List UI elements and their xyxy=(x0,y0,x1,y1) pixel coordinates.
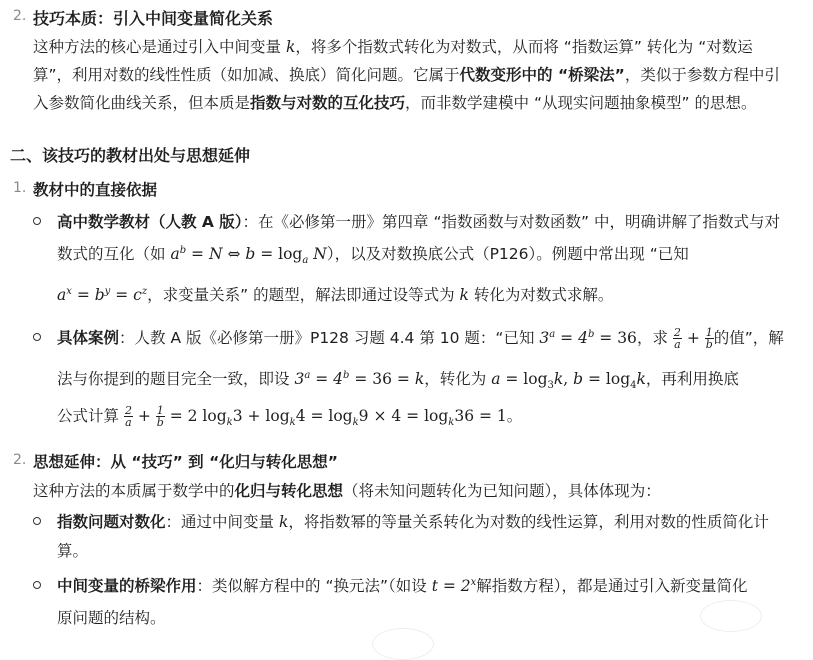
paragraph-line: 这种方法的本质属于数学中的化归与转化思想（将未知问题转化为已知问题），具体体现为： xyxy=(33,482,661,500)
list-number: 1. xyxy=(13,180,27,196)
item-title: 思想延伸：从 “技巧” 到 “化归与转化思想” xyxy=(33,453,338,471)
bullet-icon xyxy=(33,333,41,341)
bullet-icon xyxy=(33,581,41,589)
paragraph-line: 这种方法的核心是通过引入中间变量 k，将多个指数式转化为对数式，从而将 “指数运算” 转化为 “对数运 xyxy=(33,38,753,56)
bullet-line: 数式的互化（如 $a^b = N$ ⇔ $b = \log_a N$），以及对数换底公式（P126）。例题中常出现 “已知 xyxy=(57,244,689,267)
bullet-line: 中间变量的桥梁作用：类似解方程中的 “换元法”（如设 $t = 2^x$解指数方程），都是通过引入新变量简化 xyxy=(57,576,748,595)
bullet-icon xyxy=(33,217,41,225)
math-formula: 3$^a$ xyxy=(294,369,311,388)
item-title: 教材中的直接依据 xyxy=(33,181,158,199)
bullet-line: $a^x = b^y = c^z$，求变量关系” 的题型，解法即通过设等式为 k 转化为对数式求解。 xyxy=(57,285,614,304)
paragraph-line: 入参数简化曲线关系，但本质是指数与对数的互化技巧，而非数学建模中 “从现实问题抽象模型” 的思想。 xyxy=(33,94,757,112)
list-number: 2. xyxy=(13,452,27,468)
math-formula: $a^x$ xyxy=(57,285,72,304)
math-formula: $a^b$ xyxy=(170,244,187,263)
bullet-line: 法与你提到的题目完全一致，即设 $3^a = 4^b = 36 = k$，转化为 $a = \log_3k$, $b = \log_4k$，再利用换底 xyxy=(57,369,739,392)
faded-overlay xyxy=(700,600,762,632)
bullet-line: 公式计算 $\frac{2}{a}$ + $\frac{1}{b}$ = 2 $\log_k3 + \log_k4 = \log_k9 \times 4 = \log_k36 = 1$。 xyxy=(57,404,523,429)
faded-overlay xyxy=(372,628,434,660)
section-heading: 二、该技巧的教材出处与思想延伸 xyxy=(10,146,251,165)
bullet-line: 原问题的结构。 xyxy=(57,609,166,627)
math-formula: 3$^a$ xyxy=(539,328,556,347)
bullet-line: 算。 xyxy=(57,542,89,560)
bullet-icon xyxy=(33,517,41,525)
bullet-line: 指数问题对数化：通过中间变量 k，将指数幂的等量关系转化为对数的线性运算，利用对数的性质简化计 xyxy=(57,513,769,531)
bullet-line: 具体案例：人教 A 版《必修第一册》P128 习题 4.4 第 10 题：“已知 $3^a = 4^b = 36$，求 $\frac{2}{a}$ + $\frac{1}{b}$ 的值”，解 xyxy=(57,326,784,351)
list-number: 2. xyxy=(13,8,27,24)
item-title: 技巧本质：引入中间变量简化关系 xyxy=(33,9,274,28)
paragraph-line: 算”，利用对数的线性性质（如加减、换底）简化问题。它属于代数变形中的 “桥梁法”，类似于参数方程中引 xyxy=(33,66,780,84)
bullet-line: 高中数学教材（人教 A 版）：在《必修第一册》第四章 “指数函数与对数函数” 中，明确讲解了指数式与对 xyxy=(57,213,780,231)
